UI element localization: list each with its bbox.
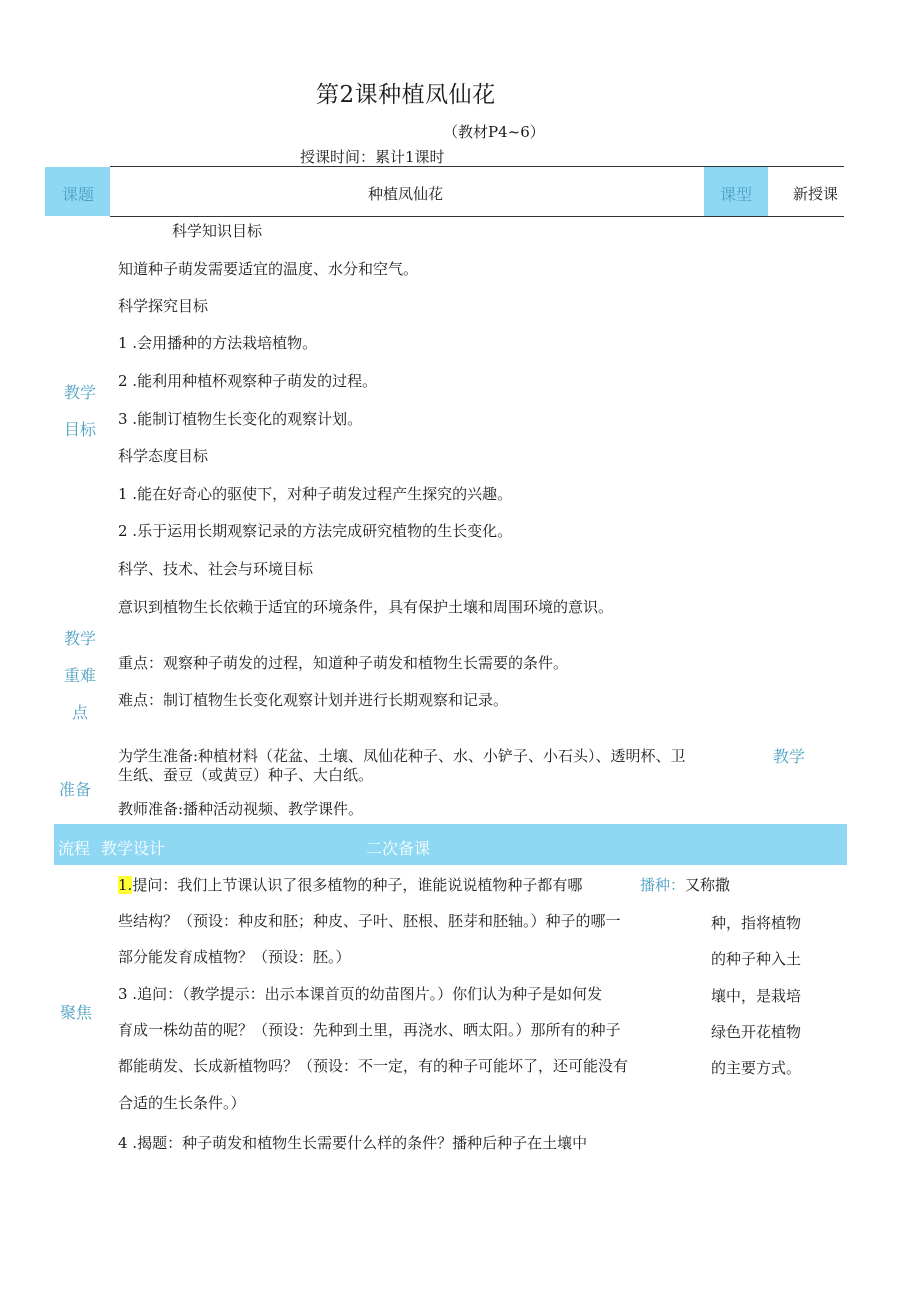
textbook-pages: （教材P4~6） (443, 123, 545, 141)
side-note-term: 播种： (640, 876, 686, 894)
side-note-text: 又称撒 (685, 876, 731, 894)
objective-line: 3 .能制订植物生长变化的观察计划。 (118, 410, 363, 428)
type-label-cell (704, 167, 768, 216)
flow-col-process: 流程 (58, 839, 91, 858)
focus-label: 聚焦 (59, 1003, 92, 1022)
preparation-overflow-label: 教学 (773, 747, 806, 766)
type-value: 新授课 (793, 185, 839, 203)
focus-step-1 (118, 874, 582, 895)
objective-line: 2 .乐于运用长期观察记录的方法完成研究植物的生长变化。 (118, 522, 513, 540)
focus-step-1-cont: 部分能发育成植物？（预设：胚。） (118, 948, 351, 966)
side-note-first-line (640, 874, 730, 895)
topic-value: 种植凤仙花 (368, 185, 444, 203)
objectives-label-line-2: 目标 (63, 420, 96, 439)
key-points-label-line-3: 点 (71, 703, 88, 722)
objective-line: 1 .会用播种的方法栽培植物。 (118, 334, 318, 352)
focus-step-3-cont: 合适的生长条件。） (118, 1094, 246, 1112)
page-title: 第2课种植凤仙花 (316, 82, 496, 108)
objective-line: 2 .能利用种植杯观察种子萌发的过程。 (118, 372, 378, 390)
objective-line: 科学探究目标 (118, 297, 209, 315)
type-label: 课型 (720, 185, 753, 204)
key-points-label (60, 620, 100, 731)
side-note-line: 的主要方式。 (711, 1059, 802, 1077)
focus-step-3-cont: 都能萌发、长成新植物吗？（预设：不一定，有的种子可能坏了，还可能没有 (118, 1057, 629, 1075)
preparation-student-line: 为学生准备:种植材料（花盆、土壤、凤仙花种子、水、小铲子、小石头）、透明杯、卫 (118, 747, 686, 765)
key-points-label-line-2: 重难 (63, 666, 96, 685)
preparation-label: 准备 (58, 780, 91, 799)
objective-line: 知道种子萌发需要适宜的温度、水分和空气。 (118, 260, 419, 278)
objective-line: 科学态度目标 (118, 447, 209, 465)
flow-col-second-prep: 二次备课 (366, 839, 431, 858)
key-points-label-line-1: 教学 (63, 629, 96, 648)
step-number-highlight: 1. (118, 876, 133, 894)
flow-col-design: 教学设计 (101, 839, 166, 858)
focus-step-1-cont: 些结构？（预设：种皮和胚；种皮、子叶、胚根、胚芽和胚轴。）种子的哪一 (118, 912, 621, 930)
focus-step-3: 3 .追问：（教学提示：出示本课首页的幼苗图片。）你们认为种子是如何发 (118, 985, 603, 1003)
table-row-rule (110, 216, 844, 217)
objectives-label (60, 374, 100, 448)
side-note-line: 种，指将植物 (711, 914, 802, 932)
side-note-line: 绿色开花植物 (711, 1023, 802, 1041)
focus-step-4: 4 .揭题：种子萌发和植物生长需要什么样的条件？播种后种子在土壤中 (118, 1134, 588, 1152)
preparation-student-line: 生纸、蚕豆（或黄豆）种子、大白纸。 (118, 766, 374, 784)
key-point-difficulty: 难点：制订植物生长变化观察计划并进行长期观察和记录。 (118, 691, 509, 709)
topic-label-cell (45, 167, 110, 216)
side-note-line: 壤中，是栽培 (711, 987, 802, 1005)
side-note-line: 的种子种入土 (711, 950, 802, 968)
objective-line: 科学、技术、社会与环境目标 (118, 560, 314, 578)
objective-line: 意识到植物生长依赖于适宜的环境条件，具有保护土壤和周围环境的意识。 (118, 598, 614, 616)
key-point-focus: 重点：观察种子萌发的过程，知道种子萌发和植物生长需要的条件。 (118, 654, 569, 672)
focus-step-3-cont: 育成一株幼苗的呢？（预设：先种到土里，再浇水、晒太阳。）那所有的种子 (118, 1021, 621, 1039)
flow-header-bar (54, 824, 847, 865)
objective-line: 1 .能在好奇心的驱使下，对种子萌发过程产生探究的兴趣。 (118, 485, 513, 503)
topic-label: 课题 (62, 185, 95, 204)
lesson-hours: 授课时间：累计1课时 (300, 148, 445, 166)
objectives-label-line-1: 教学 (63, 383, 96, 402)
preparation-teacher-line: 教师准备:播种活动视频、教学课件。 (118, 800, 364, 818)
focus-step-1-text: 提问：我们上节课认识了很多植物的种子，谁能说说植物种子都有哪 (132, 876, 583, 894)
objective-line: 科学知识目标 (172, 222, 263, 240)
